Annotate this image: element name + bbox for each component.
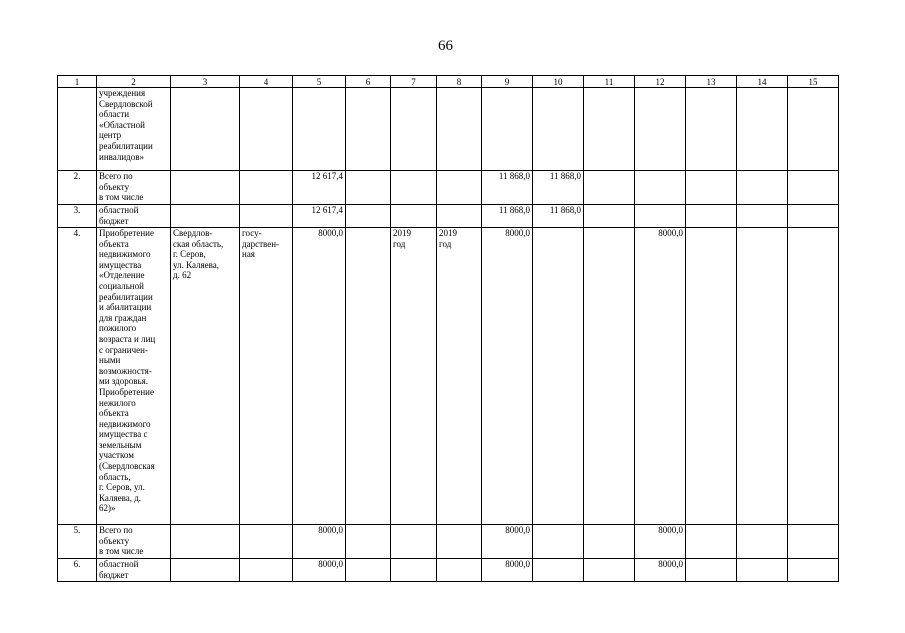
table-cell: 6. xyxy=(58,559,97,582)
table-cell xyxy=(533,559,584,582)
table-row xyxy=(58,228,839,525)
table-cell: областной бюджет xyxy=(97,205,171,228)
table-cell: Всего по объекту в том числе xyxy=(97,171,171,205)
column-header: 14 xyxy=(737,76,788,88)
table-cell xyxy=(584,171,635,205)
table-cell: 8000,0 xyxy=(482,228,533,525)
table-cell xyxy=(737,525,788,559)
table-cell xyxy=(584,228,635,525)
column-header: 7 xyxy=(391,76,437,88)
column-header: 6 xyxy=(346,76,391,88)
table-cell xyxy=(737,205,788,228)
table-cell: госу- дарствен- ная xyxy=(240,228,293,525)
table-cell xyxy=(437,88,482,171)
table-cell xyxy=(737,88,788,171)
table-cell xyxy=(240,171,293,205)
table-cell: Свердлов- ская область, г. Серов, ул. Каляева, д. 62 xyxy=(171,228,240,525)
table-cell xyxy=(584,88,635,171)
column-header: 11 xyxy=(584,76,635,88)
table-cell xyxy=(533,525,584,559)
table-cell: 8000,0 xyxy=(635,228,686,525)
table-cell: 11 868,0 xyxy=(482,205,533,228)
table-cell xyxy=(293,88,346,171)
table-cell xyxy=(584,559,635,582)
table-cell xyxy=(788,228,839,525)
table-cell xyxy=(584,205,635,228)
table-cell: 12 617,4 xyxy=(293,205,346,228)
table-cell xyxy=(686,525,737,559)
table-cell: 4. xyxy=(58,228,97,525)
table-cell xyxy=(240,88,293,171)
table-cell: 2. xyxy=(58,171,97,205)
column-header: 4 xyxy=(240,76,293,88)
page-number: 66 xyxy=(438,38,453,54)
table-cell: 11 868,0 xyxy=(482,171,533,205)
investment-table xyxy=(57,75,839,582)
table-cell xyxy=(686,228,737,525)
table-cell xyxy=(391,525,437,559)
column-header: 3 xyxy=(171,76,240,88)
table-cell xyxy=(635,88,686,171)
table-cell: 11 868,0 xyxy=(533,205,584,228)
table-cell: областной бюджет xyxy=(97,559,171,582)
column-header: 2 xyxy=(97,76,171,88)
table-row xyxy=(58,559,839,582)
table-cell: Приобретение объекта недвижимого имущества «Отделение социальной реабилитации и абилитации для граждан пожилого возраста и лиц с ограничен- ными возможностя- ми здоровья. Приобретение нежилого объекта недвижимого имущества с земельным участком (Свердловская область, г. Серов, ул. Каляева, д. 62)» xyxy=(97,228,171,525)
table-cell xyxy=(391,88,437,171)
column-header: 8 xyxy=(437,76,482,88)
table-cell xyxy=(391,559,437,582)
table-cell xyxy=(584,525,635,559)
table-cell xyxy=(240,525,293,559)
column-header: 15 xyxy=(788,76,839,88)
table-cell xyxy=(686,205,737,228)
table-cell: 8000,0 xyxy=(293,228,346,525)
table-cell xyxy=(635,171,686,205)
table-cell xyxy=(346,88,391,171)
table-cell: 8000,0 xyxy=(293,525,346,559)
column-header: 5 xyxy=(293,76,346,88)
table-cell: 2019 год xyxy=(391,228,437,525)
table-cell xyxy=(346,228,391,525)
table-cell: 8000,0 xyxy=(482,559,533,582)
column-header: 12 xyxy=(635,76,686,88)
table-cell xyxy=(788,205,839,228)
column-header: 1 xyxy=(58,76,97,88)
table-cell xyxy=(171,559,240,582)
table-cell xyxy=(437,525,482,559)
table-cell xyxy=(391,171,437,205)
table-cell xyxy=(58,88,97,171)
table-cell xyxy=(346,171,391,205)
table-cell xyxy=(437,205,482,228)
table-cell xyxy=(788,171,839,205)
table-cell: 8000,0 xyxy=(482,525,533,559)
table-cell: 2019 год xyxy=(437,228,482,525)
column-number-row xyxy=(58,76,839,88)
table-cell xyxy=(171,525,240,559)
table-cell: 8000,0 xyxy=(635,559,686,582)
table-cell: 12 617,4 xyxy=(293,171,346,205)
table-cell xyxy=(171,205,240,228)
table-row xyxy=(58,205,839,228)
table-cell xyxy=(788,559,839,582)
table-cell xyxy=(391,205,437,228)
table-cell: 3. xyxy=(58,205,97,228)
table-cell xyxy=(437,171,482,205)
table-cell xyxy=(788,88,839,171)
table-cell: Всего по объекту в том числе xyxy=(97,525,171,559)
table-cell xyxy=(686,171,737,205)
table-cell xyxy=(240,559,293,582)
table-row xyxy=(58,171,839,205)
table-cell xyxy=(240,205,293,228)
table-cell xyxy=(737,559,788,582)
table-row xyxy=(58,525,839,559)
table-cell xyxy=(533,88,584,171)
table-cell xyxy=(686,559,737,582)
table-cell xyxy=(437,559,482,582)
table-cell xyxy=(737,228,788,525)
table-cell xyxy=(482,88,533,171)
table-cell xyxy=(346,205,391,228)
table-cell xyxy=(635,205,686,228)
column-header: 13 xyxy=(686,76,737,88)
table-cell: 5. xyxy=(58,525,97,559)
table-cell xyxy=(346,559,391,582)
table-cell: 8000,0 xyxy=(293,559,346,582)
column-header: 9 xyxy=(482,76,533,88)
table-cell xyxy=(171,171,240,205)
table-cell: 8000,0 xyxy=(635,525,686,559)
table-cell xyxy=(533,228,584,525)
table-cell xyxy=(686,88,737,171)
column-header: 10 xyxy=(533,76,584,88)
table-cell: учреждения Свердловской области «Областной центр реабилитации инвалидов» xyxy=(97,88,171,171)
table-cell xyxy=(346,525,391,559)
table-cell: 11 868,0 xyxy=(533,171,584,205)
table-cell xyxy=(171,88,240,171)
table-cell xyxy=(788,525,839,559)
table-cell xyxy=(737,171,788,205)
table-row xyxy=(58,88,839,171)
